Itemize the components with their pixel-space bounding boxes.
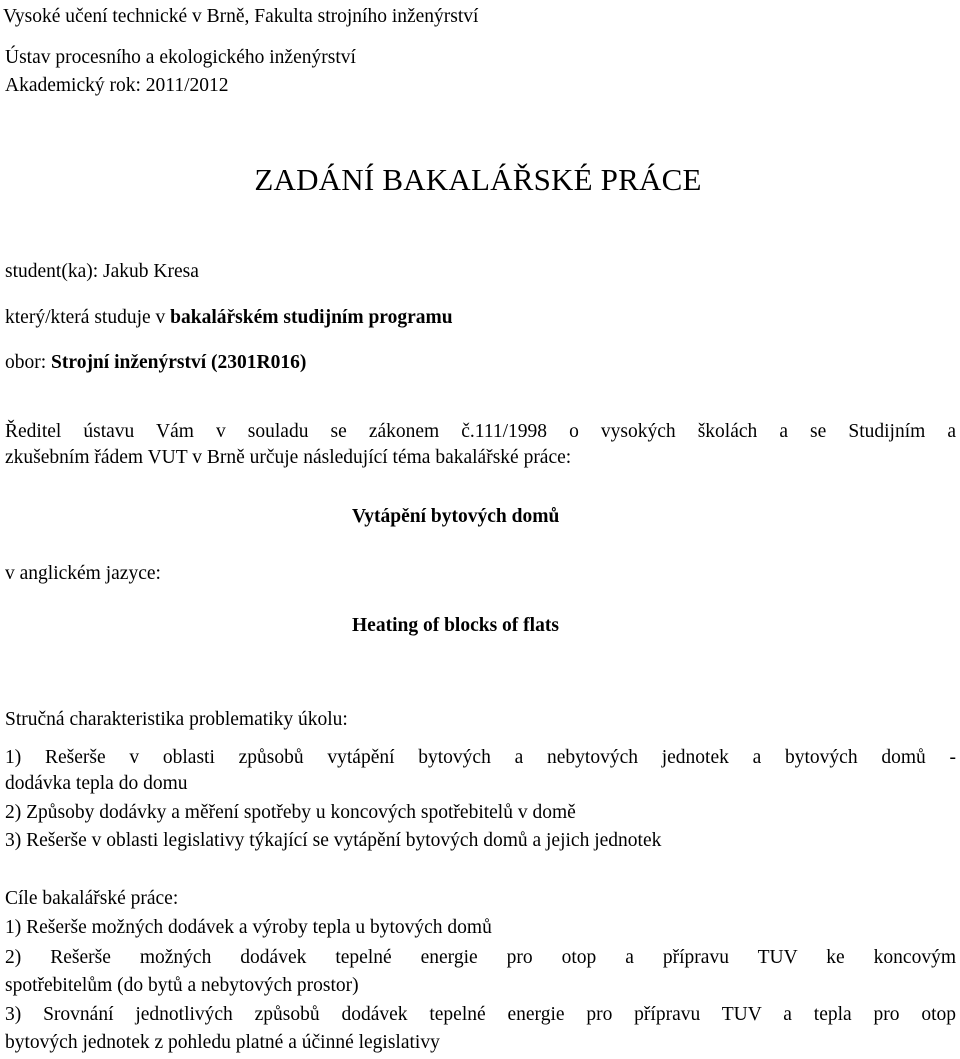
characteristics-item-1-line-2: dodávka tepla do domu [5, 773, 188, 794]
characteristics-heading: Stručná charakteristika problematiky úkolu: [5, 709, 348, 730]
goals-item-3-line-2: bytových jednotek z pohledu platné a účinné legislativy [5, 1032, 440, 1053]
topic-english: Heating of blocks of flats [352, 615, 559, 636]
program-prefix: který/která studuje v [5, 307, 166, 328]
intro-line-1: Ředitel ústavu Vám v souladu se zákonem č.111/1998 o vysokých školách a se Studijním a [5, 421, 956, 442]
field-line [5, 351, 306, 374]
goals-heading: Cíle bakalářské práce: [5, 888, 179, 909]
intro-line-2: zkušebním řádem VUT v Brně určuje následující téma bakalářské práce: [5, 447, 572, 468]
characteristics-item-1-line-1: 1) Rešerše v oblasti způsobů vytápění bytových a nebytových jednotek a bytových domů - [5, 747, 956, 768]
academic-year: Akademický rok: 2011/2012 [5, 75, 229, 96]
characteristics-item-2: 2) Způsoby dodávky a měření spotřeby u koncových spotřebitelů v domě [5, 802, 576, 823]
field-prefix: obor: [5, 352, 47, 373]
goals-item-3-line-1: 3) Srovnání jednotlivých způsobů dodávek tepelné energie pro přípravu TUV a tepla pro otop [5, 1004, 956, 1025]
english-label: v anglickém jazyce: [5, 563, 161, 584]
program-line [5, 306, 453, 329]
document-title: ZADÁNÍ BAKALÁŘSKÉ PRÁCE [254, 162, 702, 197]
goals-item-2-line-1: 2) Rešerše možných dodávek tepelné energie pro otop a přípravu TUV ke koncovým [5, 947, 956, 968]
program-name: bakalářském studijním programu [170, 307, 453, 328]
faculty-line: Vysoké učení technické v Brně, Fakulta strojního inženýrství [3, 6, 479, 27]
goals-item-2-line-2: spotřebitelům (do bytů a nebytových prostor) [5, 975, 359, 996]
institute-line: Ústav procesního a ekologického inženýrství [5, 47, 356, 68]
topic-czech: Vytápění bytových domů [352, 506, 560, 527]
student-line: student(ka): Jakub Kresa [5, 261, 199, 282]
field-name: Strojní inženýrství (2301R016) [51, 352, 307, 373]
characteristics-item-3: 3) Rešerše v oblasti legislativy týkající se vytápění bytových domů a jejich jednotek [5, 830, 662, 851]
goals-item-1: 1) Rešerše možných dodávek a výroby tepla u bytových domů [5, 917, 492, 938]
